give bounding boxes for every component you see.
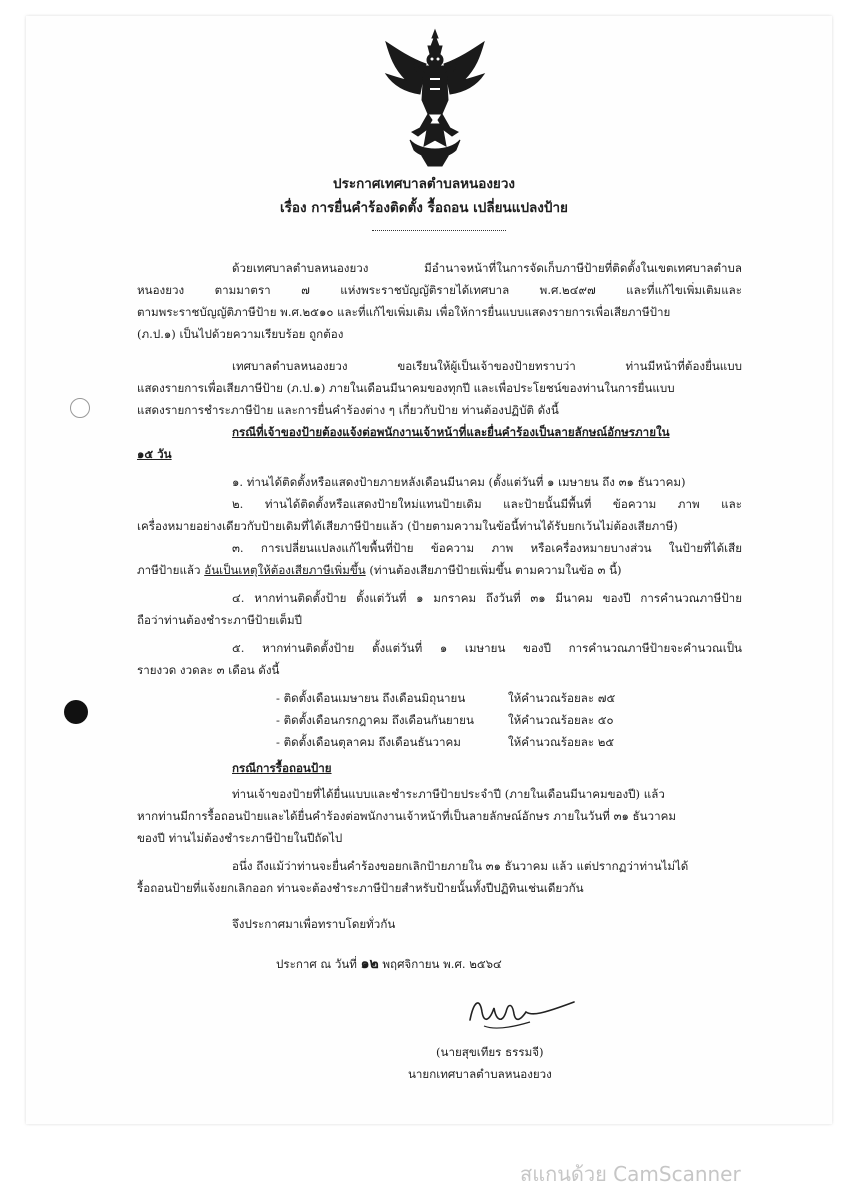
removal-line2: หากท่านมีการรื้อถอนป้ายและได้ยื่นคำร้องต่อพนักงานเจ้าหน้าที่เป็นลายลักษณ์อักษร ภายในวันที่ ๓๑ ธันวาคม [137, 809, 676, 823]
item-2-line2: เครื่องหมายอย่างเดียวกับป้ายเดิมที่ได้เสียภาษีป้ายแล้ว (ป้ายตามความในข้อนี้ท่านได้รับยกเว้นไม่ต้องเสียภาษี) [137, 519, 678, 533]
paragraph1-line3: ตามพระราชบัญญัติภาษีป้าย พ.ศ.๒๕๑๐ และที่แก้ไขเพิ่มเติม เพื่อให้การยื่นแบบแสดงรายการเพื่อเสียภาษีป้าย [137, 305, 671, 319]
item-5-line1: ๕. หากท่านติดตั้งป้าย ตั้งแต่วันที่ ๑ เมษายน ของปี การคำนวณภาษีป้ายจะคำนวณเป็น [232, 641, 742, 655]
paragraph1-line1: ด้วยเทศบาลตำบลหนองยวง มีอำนาจหน้าที่ในการจัดเก็บภาษีป้ายที่ติดตั้งในเขตเทศบาลตำบล [232, 261, 742, 275]
paragraph1-line2: หนองยวง ตามมาตรา ๗ แห่งพระราชบัญญัติรายได้เทศบาล พ.ศ.๒๔๙๗ และที่แก้ไขเพิ่มเติมและ [137, 283, 742, 297]
quarter-3-period: - ติดตั้งเดือนตุลาคม ถึงเดือนธันวาคม [276, 735, 461, 749]
quarter-2-rate: ให้คำนวณร้อยละ ๕๐ [508, 713, 614, 727]
item-2-line1: ๒. ท่านได้ติดตั้งหรือแสดงป้ายใหม่แทนป้ายเดิม และป้ายนั้นมีพื้นที่ ข้อความ ภาพ และ [232, 497, 742, 511]
item-3-line1: ๓. การเปลี่ยนแปลงแก้ไขพื้นที่ป้าย ข้อความ ภาพ หรือเครื่องหมายบางส่วน ในป้ายที่ได้เสีย [232, 541, 742, 555]
item-3-line2: ภาษีป้ายแล้ว อันเป็นเหตุให้ต้องเสียภาษีเพิ่มขึ้น (ท่านต้องเสียภาษีป้ายเพิ่มขึ้น ตามความในข้อ ๓ นี้) [137, 563, 622, 577]
quarter-2-period: - ติดตั้งเดือนกรกฎาคม ถึงเดือนกันยายน [276, 713, 474, 727]
removal-line3: ของปี ท่านไม่ต้องชำระภาษีป้ายในปีถัดไป [137, 831, 343, 845]
paragraph1-line4: (ภ.ป.๑) เป็นไปด้วยความเรียบร้อย ถูกต้อง [137, 327, 344, 341]
title-divider [372, 230, 506, 231]
punch-hole-top [70, 398, 90, 418]
item-3-underlined: อันเป็นเหตุให้ต้องเสียภาษีเพิ่มขึ้น [204, 563, 366, 577]
signature [450, 990, 580, 1042]
announcement-subject: เรื่อง การยื่นคำร้องติดตั้ง รื้อถอน เปลี่ยนแปลงป้าย [280, 200, 568, 216]
case1-heading-days: ๑๕ วัน [137, 447, 172, 461]
item-5-line2: รายงวด งวดละ ๓ เดือน ดังนี้ [137, 663, 280, 677]
item-4-line1: ๔. หากท่านติดตั้งป้าย ตั้งแต่วันที่ ๑ มกราคม ถึงวันที่ ๓๑ มีนาคม ของปี การคำนวณภาษีป้าย [232, 591, 742, 605]
quarter-3-rate: ให้คำนวณร้อยละ ๒๕ [508, 735, 615, 749]
signer-name: (นายสุขเทียร ธรรมจี) [436, 1045, 544, 1059]
case1-heading: กรณีที่เจ้าของป้ายต้องแจ้งต่อพนักงานเจ้าหน้าที่และยื่นคำร้องเป็นลายลักษณ์อักษรภายใน [232, 425, 670, 439]
item-4-line2: ถือว่าท่านต้องชำระภาษีป้ายเต็มปี [137, 613, 303, 627]
paragraph2-line2: แสดงรายการเพื่อเสียภาษีป้าย (ภ.ป.๑) ภายในเดือนมีนาคมของทุกปี และเพื่อประโยชน์ของท่านในการยื่นแบบ [137, 381, 675, 395]
paragraph2-line3: แสดงรายการชำระภาษีป้าย และการยื่นคำร้องต่าง ๆ เกี่ยวกับป้าย ท่านต้องปฏิบัติ ดังนี้ [137, 403, 559, 417]
paragraph2-line1: เทศบาลตำบลหนองยวง ขอเรียนให้ผู้เป็นเจ้าของป้ายทราบว่า ท่านมีหน้าที่ต้องยื่นแบบ [232, 359, 742, 373]
quarter-1-rate: ให้คำนวณร้อยละ ๗๕ [508, 691, 616, 705]
announce-day: ๑๒ [360, 956, 379, 972]
punch-hole-bottom [64, 700, 88, 724]
removal-line1: ท่านเจ้าของป้ายที่ได้ยื่นแบบและชำระภาษีป้ายประจำปี (ภายในเดือนมีนาคมของปี) แล้ว [232, 787, 665, 801]
closing-statement: จึงประกาศมาเพื่อทราบโดยทั่วกัน [232, 917, 396, 931]
cancel-line2: รื้อถอนป้ายที่แจ้งยกเลิกออก ท่านจะต้องชำระภาษีป้ายสำหรับป้ายนั้นทั้งปีปฏิทินเช่นเดียวกัน [137, 881, 584, 895]
cancel-line1: อนึ่ง ถึงแม้ว่าท่านจะยื่นคำร้องขอยกเลิกป้ายภายใน ๓๑ ธันวาคม แล้ว แต่ปรากฏว่าท่านไม่ได้ [232, 859, 689, 873]
announcement-title: ประกาศเทศบาลตำบลหนองยวง [333, 176, 515, 192]
case2-heading: กรณีการรื้อถอนป้าย [232, 761, 332, 775]
quarter-1-period: - ติดตั้งเดือนเมษายน ถึงเดือนมิถุนายน [276, 691, 466, 705]
garuda-emblem-icon [380, 28, 490, 168]
camscanner-watermark: สแกนด้วย CamScanner [520, 1162, 741, 1186]
signer-title: นายกเทศบาลตำบลหนองยวง [408, 1067, 552, 1081]
announce-date: ประกาศ ณ วันที่ ๑๒ พฤศจิกายน พ.ศ. ๒๕๖๔ [276, 956, 502, 972]
item-1: ๑. ท่านได้ติดตั้งหรือแสดงป้ายภายหลังเดือนมีนาคม (ตั้งแต่วันที่ ๑ เมษายน ถึง ๓๑ ธันวาคม) [232, 475, 686, 489]
